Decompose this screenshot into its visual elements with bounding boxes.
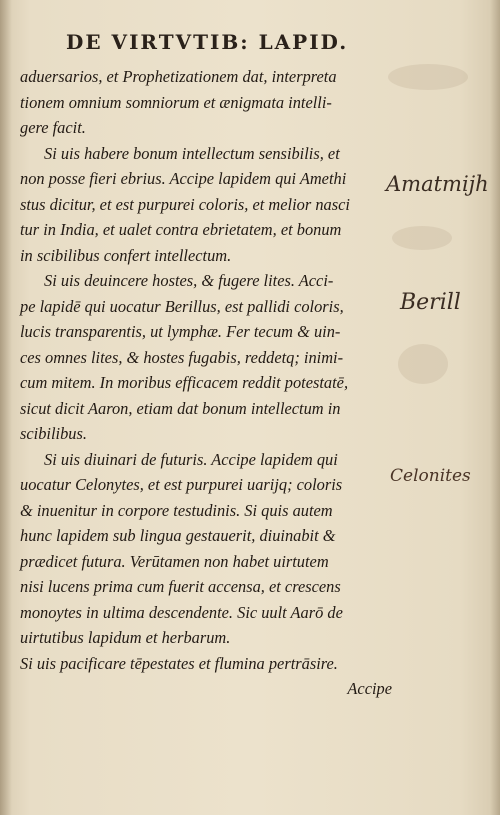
text-line: sicut dicit Aaron, etiam dat bonum intellectum in: [20, 398, 341, 418]
main-text-block: [20, 64, 392, 702]
text-line: tionem omnium somniorum et ænigmata intelli-: [20, 92, 332, 112]
text-line: in scibilibus confert intellectum.: [20, 245, 232, 265]
text-line: tur in India, et ualet contra ebrietatem, et bonum: [20, 220, 342, 239]
text-line: ces omnes lites, & hostes fugabis, reddetq; inimi-: [20, 347, 344, 367]
text-line: cum mitem. In moribus efficacem reddit potestatē,: [20, 373, 349, 392]
ink-offset-mark: [392, 226, 452, 250]
ink-offset-mark: [398, 344, 448, 384]
text-line: pe lapidē qui uocatur Berillus, est pallidi coloris,: [20, 296, 344, 316]
text-line: Si uis diuinari de futuris. Accipe lapidem qui: [44, 449, 338, 469]
text-line: prædicet futura. Verūtamen non habet uirtutem: [20, 551, 329, 571]
text-line: & inuenitur in corpore testudinis. Si quis autem: [20, 500, 333, 520]
text-line: uirtutibus lapidum et herbarum.: [20, 628, 231, 647]
text-line: nisi lucens prima cum fuerit accensa, et crescens: [20, 577, 341, 596]
text-line: gere facit.: [20, 118, 86, 137]
catchword: Accipe: [347, 679, 392, 698]
text-line: stus dicitur, et est purpurei coloris, et melior nasci: [20, 194, 350, 214]
text-line: non posse fieri ebrius. Accipe lapidem qui Amethi: [20, 169, 347, 188]
text-line: aduersarios, et Prophetizationem dat, interpreta: [20, 67, 337, 86]
text-line: uocatur Celonytes, et est purpurei uarijq; coloris: [20, 475, 343, 494]
margin-note-amethyst: Amatmijh: [386, 172, 489, 196]
running-head: DE VIRTVTIB: LAPID.: [66, 30, 349, 54]
text-line: Si uis habere bonum intellectum sensibilis, et: [44, 143, 340, 163]
text-line: monoytes in ultima descendente. Sic uult Aarō de: [20, 602, 343, 622]
margin-note-beryl: Berill: [400, 290, 461, 315]
margin-note-celonites: Celonites: [390, 466, 471, 486]
text-line: scibilibus.: [20, 424, 87, 443]
spine-shadow: [0, 0, 12, 815]
text-line: lucis transparentis, ut lymphæ. Fer tecum & uin-: [20, 322, 341, 341]
ink-offset-mark: [388, 64, 468, 90]
text-line: hunc lapidem sub lingua gestauerit, diuinabit &: [20, 526, 336, 545]
page-edge-shadow: [490, 0, 500, 815]
text-line: Si uis pacificare tēpestates et flumina pertrāsire.: [20, 653, 338, 673]
text-line: Si uis deuincere hostes, & fugere lites. Acci-: [44, 271, 334, 290]
